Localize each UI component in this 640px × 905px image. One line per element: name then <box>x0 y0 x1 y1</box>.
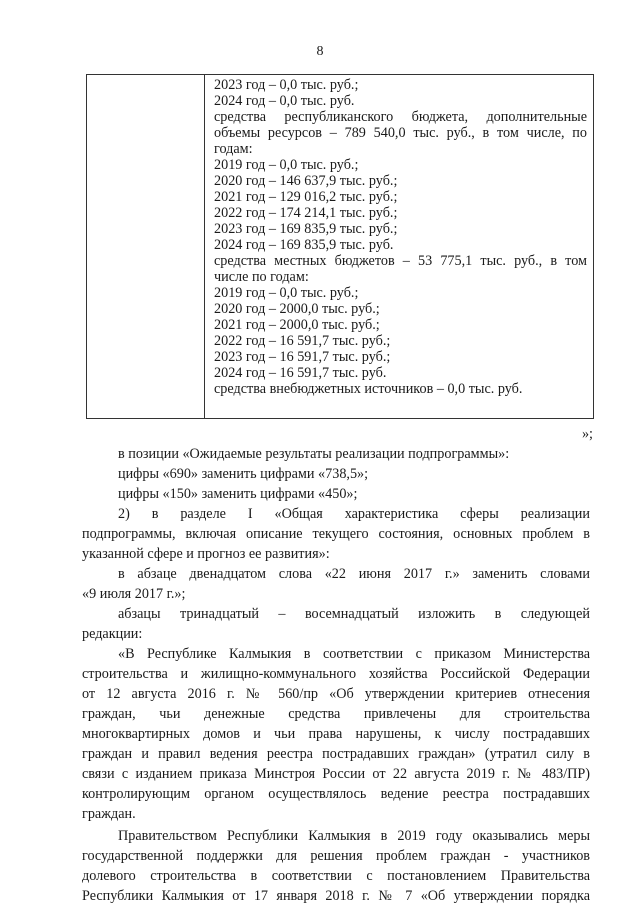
page-number: 8 <box>316 44 324 59</box>
text-line: от 12 августа 2016 г. № 560/пр «Об утверждении критериев отнесения <box>82 686 590 702</box>
text-line: «9 июля 2017 г.»; <box>82 586 186 602</box>
text-line: государственной поддержки для решения проблем граждан - участников <box>82 848 590 864</box>
text-line: указанной сфере и прогноз ее развития»: <box>82 546 330 562</box>
text-line: редакции: <box>82 626 143 642</box>
closing-quote: »; <box>581 426 593 442</box>
table-line: средства местных бюджетов – 53 775,1 тыс. руб., в том <box>214 253 587 269</box>
text-line: подпрограммы, включая описание текущего состояния, основных проблем в <box>82 526 590 542</box>
table-line: 2019 год – 0,0 тыс. руб.; <box>214 285 359 301</box>
table-line: средства республиканского бюджета, дополнительные <box>214 109 587 125</box>
text-line: граждан и правил ведения реестра пострадавших граждан» (утратил силу в <box>82 746 590 762</box>
table-line: объемы ресурсов – 789 540,0 тыс. руб., в том числе, по <box>214 125 587 141</box>
text-line: граждан. <box>82 806 136 822</box>
table-line: 2024 год – 0,0 тыс. руб. <box>214 93 355 109</box>
text-line: цифры «150» заменить цифрами «450»; <box>118 486 358 502</box>
table-line: 2023 год – 169 835,9 тыс. руб.; <box>214 221 398 237</box>
table-line: 2020 год – 146 637,9 тыс. руб.; <box>214 173 398 189</box>
table-line: 2019 год – 0,0 тыс. руб.; <box>214 157 359 173</box>
table-line: 2020 год – 2000,0 тыс. руб.; <box>214 301 380 317</box>
text-line: граждан, чьи денежные средства привлечены для строительства <box>82 706 590 722</box>
text-line: 2) в разделе I «Общая характеристика сферы реализации <box>118 506 590 522</box>
text-line: контролирующим органом осуществлялось ведение реестра пострадавших <box>82 786 590 802</box>
text-line: в позиции «Ожидаемые результаты реализации подпрограммы»: <box>118 446 510 462</box>
table-line: годам: <box>214 141 253 157</box>
text-line: абзацы тринадцатый – восемнадцатый изложить в следующей <box>118 606 590 622</box>
table-line: 2022 год – 16 591,7 тыс. руб.; <box>214 333 391 349</box>
table-line: 2021 год – 129 016,2 тыс. руб.; <box>214 189 398 205</box>
table-line: 2023 год – 0,0 тыс. руб.; <box>214 77 359 93</box>
text-line: связи с изданием приказа Минстроя России от 22 августа 2019 г. № 483/ПР) <box>82 766 590 782</box>
text-line: строительства и жилищно-коммунального хозяйства Российской Федерации <box>82 666 590 682</box>
text-line: в абзаце двенадцатом слова «22 июня 2017 г.» заменить словами <box>118 566 590 582</box>
text-line: многоквартирных домов и чьи права нарушены, к числу пострадавших <box>82 726 590 742</box>
table-cell-funding <box>214 77 587 397</box>
text-line: «В Республике Калмыкия в соответствии с приказом Министерства <box>118 646 590 662</box>
text-line: долевого строительства в соответствии с постановлением Правительства <box>82 868 590 884</box>
funding-table <box>86 74 594 419</box>
table-column-divider <box>204 75 205 418</box>
table-line: 2024 год – 169 835,9 тыс. руб. <box>214 237 394 253</box>
text-line: Республики Калмыкия от 17 января 2018 г. № 7 «Об утверждении порядка <box>82 888 590 904</box>
table-line: 2021 год – 2000,0 тыс. руб.; <box>214 317 380 333</box>
table-line: средства внебюджетных источников – 0,0 тыс. руб. <box>214 381 523 397</box>
text-line: Правительством Республики Калмыкия в 2019 году оказывались меры <box>118 828 590 844</box>
table-line: 2024 год – 16 591,7 тыс. руб. <box>214 365 387 381</box>
table-line: 2022 год – 174 214,1 тыс. руб.; <box>214 205 398 221</box>
table-line: числе по годам: <box>214 269 309 285</box>
table-line: 2023 год – 16 591,7 тыс. руб.; <box>214 349 391 365</box>
text-line: цифры «690» заменить цифрами «738,5»; <box>118 466 369 482</box>
